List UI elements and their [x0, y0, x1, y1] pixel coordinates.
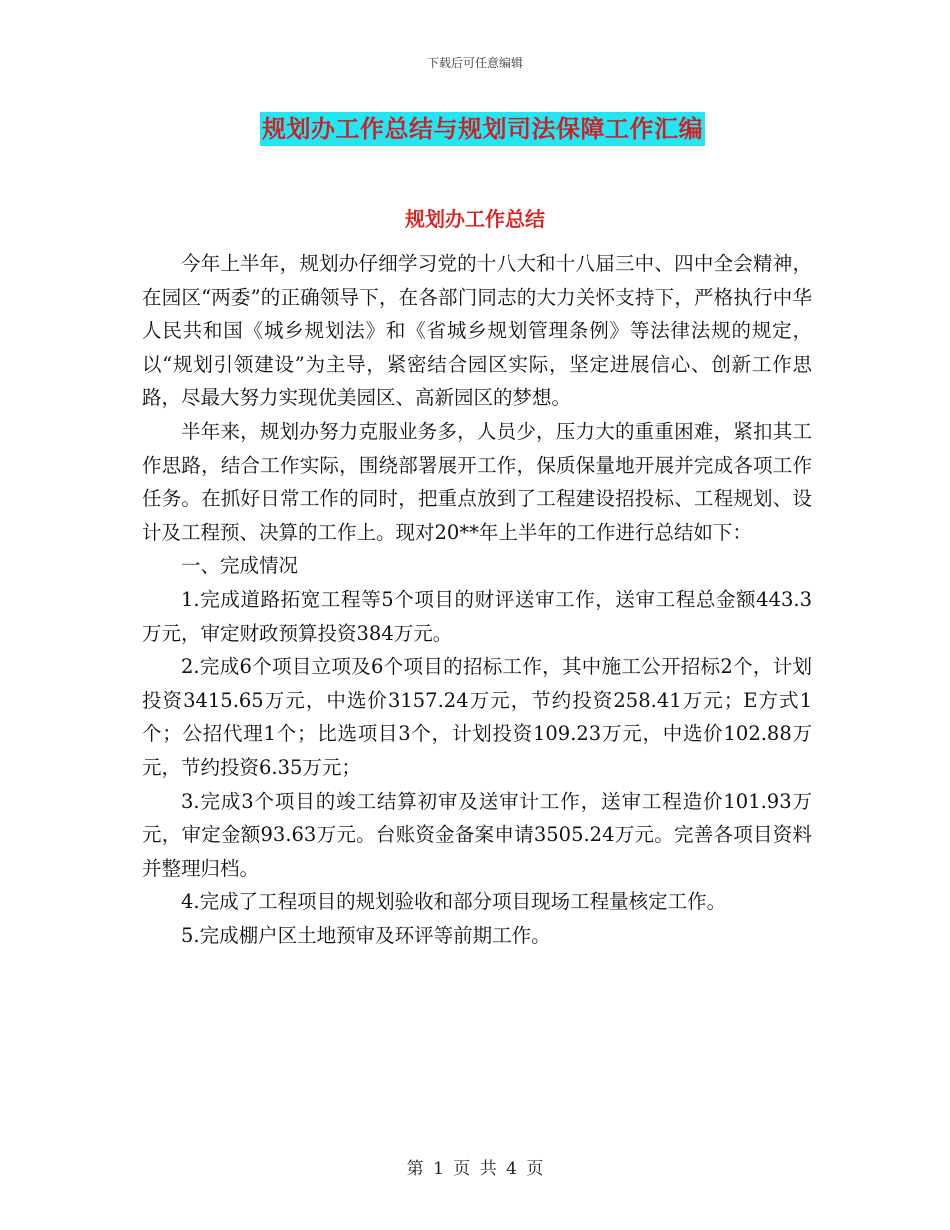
- list-item-5: 5.完成棚户区土地预审及环评等前期工作。: [181, 923, 551, 947]
- subheading-completion: 一、完成情况: [181, 554, 299, 578]
- list-item-3: 3.完成3个项目的竣工结算初审及送审计工作，送审工程造价101.93万元，审定金额93.63万元。台账资金备案申请3505.24万元。完善各项目资料并整理归档。: [142, 789, 812, 880]
- page-number: 第 1 页 共 4 页: [406, 1159, 544, 1179]
- list-item-2: 2.完成6个项目立项及6个项目的招标工作，其中施工公开招标2个，计划投资3415.65万元，中选价3157.24万元，节约投资258.41万元；E方式1个；公招代理1个；比选项目3个，计划投资109.23万元，中选价102.88万元，节约投资6.35万元；: [142, 655, 812, 779]
- paragraph-intro: 今年上半年，规划办仔细学习党的十八大和十八届三中、四中全会精神，在园区“两委”的正确领导下，在各部门同志的大力关怀支持下，严格执行中华人民共和国《城乡规划法》和《省城乡规划管理条例》等法律法规的规定，以“规划引领建设”为主导，紧密结合园区实际，坚定进展信心、创新工作思路，尽最大努力实现优美园区、高新园区的梦想。: [142, 252, 812, 410]
- list-item-4: 4.完成了工程项目的规划验收和部分项目现场工程量核定工作。: [181, 890, 727, 914]
- body-text: [142, 247, 812, 952]
- header-note: 下载后可任意编辑: [426, 56, 523, 70]
- section-title: 规划办工作总结: [405, 207, 545, 231]
- list-item-1: 1.完成道路拓宽工程等5个项目的财评送审工作，送审工程总金额443.3万元，审定财政预算投资384万元。: [142, 587, 812, 645]
- document-title: 规划办工作总结与规划司法保障工作汇编: [260, 112, 705, 146]
- paragraph-overview: 半年来，规划办努力克服业务多，人员少，压力大的重重困难，紧扣其工作思路，结合工作实际，围绕部署展开工作，保质保量地开展并完成各项工作任务。在抓好日常工作的同时，把重点放到了工程建设招投标、工程规划、设计及工程预、决算的工作上。现对20**年上半年的工作进行总结如下：: [142, 419, 812, 544]
